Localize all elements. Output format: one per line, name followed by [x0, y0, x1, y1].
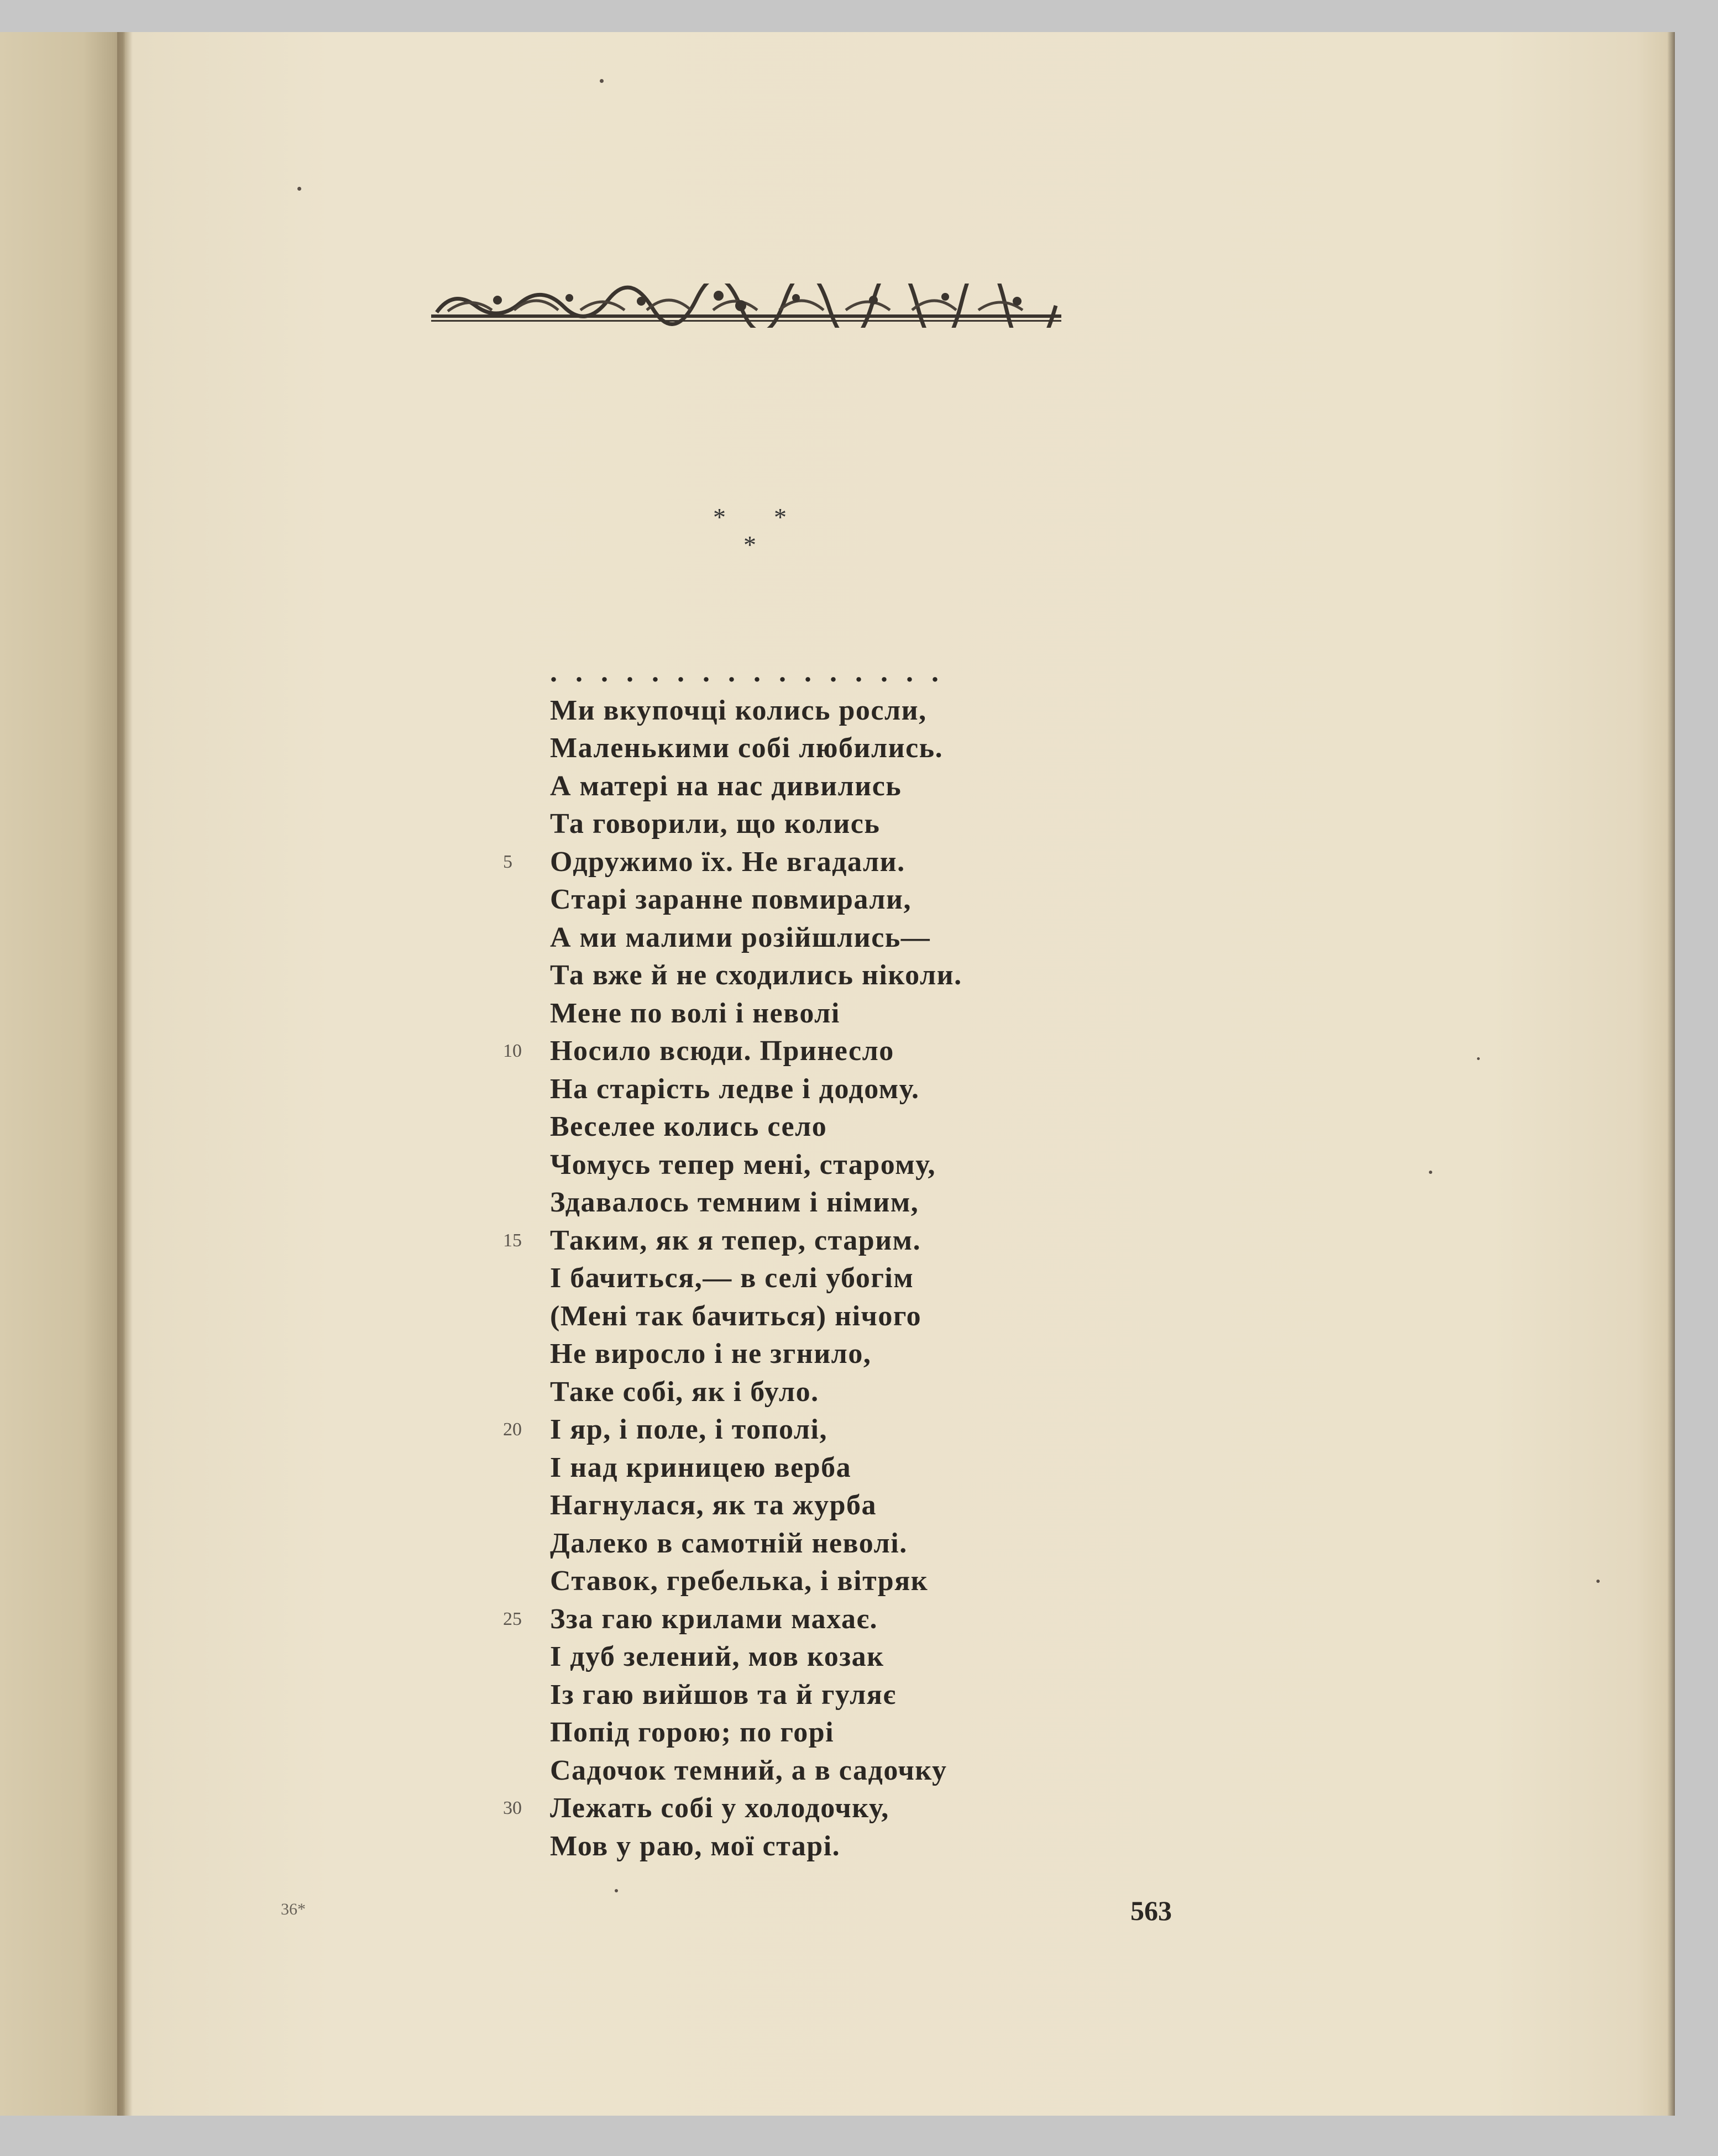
- poem-line-text: Не виросло і не згнило,: [550, 1338, 872, 1370]
- poem-line: [550, 692, 1379, 730]
- poem-line-text: Ставок, гребелька, і вітряк: [550, 1565, 929, 1597]
- paper-speck: [600, 79, 604, 83]
- poem-line-text: Мене по волі і неволі: [550, 997, 840, 1029]
- poem-line-text: Маленькими собі любились.: [550, 732, 944, 764]
- poem-line-text: А ми малими розійшлись—: [550, 921, 931, 953]
- poem-line-text: І яр, і поле, і тополі,: [550, 1414, 827, 1445]
- line-number: 15: [503, 1230, 522, 1251]
- printer-signature: 36*: [281, 1900, 306, 1918]
- line-number: 5: [503, 851, 512, 872]
- poem-line: [550, 730, 1379, 768]
- poem-line-text: (Мені так бачиться) нічого: [550, 1300, 922, 1332]
- poem-line: [550, 1676, 1379, 1714]
- poem-line: [550, 919, 1379, 957]
- poem-line-text: Ми вкупочці колись росли,: [550, 694, 927, 726]
- poem-line-text: Із гаю вийшов та й гуляє: [550, 1678, 897, 1711]
- poem-line-text: На старість ледве і додому.: [550, 1073, 920, 1105]
- poem-line-text: Нагнулася, як та журба: [550, 1489, 877, 1521]
- ellipsis-row: . . . . . . . . . . . . . . . .: [550, 657, 944, 688]
- line-number: 25: [503, 1608, 522, 1629]
- poem-line: [550, 995, 1379, 1033]
- poem-line-text: Носило всюди. Принесло: [550, 1035, 894, 1067]
- poem-line-text: І бачиться,— в селі убогім: [550, 1262, 914, 1294]
- poem-line: [503, 1222, 1379, 1260]
- poem-line: [550, 1335, 1379, 1373]
- poem-line: [550, 1146, 1379, 1184]
- paper-speck: [297, 187, 301, 191]
- poem-line-text: Здавалось темним і німим,: [550, 1187, 919, 1218]
- poem-line: [550, 957, 1379, 995]
- poem-line-text: Лежать собі у холодочку,: [550, 1792, 889, 1824]
- poem-line: [550, 1108, 1379, 1146]
- poem-line: [550, 1638, 1379, 1676]
- poem-line-text: І над криницею верба: [550, 1451, 852, 1483]
- poem-line: [550, 1373, 1379, 1412]
- poem-line: [550, 881, 1379, 919]
- poem-line-text: Далеко в самотній неволі.: [550, 1527, 908, 1559]
- poem-line: [550, 1071, 1379, 1109]
- poem-line-text: А матері на нас дивились: [550, 770, 902, 802]
- book-page: [0, 32, 1675, 2116]
- poem-line: [550, 1260, 1379, 1298]
- poem-line: [550, 1562, 1379, 1601]
- ornament-icon: [431, 284, 1061, 328]
- paper-speck: [615, 1889, 618, 1892]
- poem-line-text: Зза гаю крилами махає.: [550, 1603, 878, 1635]
- asterisk-icon: *: [713, 503, 726, 531]
- paper-speck: [1429, 1171, 1432, 1174]
- asterisk-icon: *: [774, 503, 787, 531]
- poem-line-text: Веселее колись село: [550, 1111, 827, 1142]
- poem-line: [550, 1525, 1379, 1563]
- poem-line: [503, 1411, 1379, 1449]
- poem-line: [550, 1828, 1379, 1866]
- asterisk-icon: *: [743, 531, 756, 559]
- paper-speck: [1477, 1057, 1480, 1060]
- poem-line: [503, 1032, 1379, 1071]
- asterism-separator: [702, 505, 802, 565]
- poem-line-text: Садочок темний, а в садочку: [550, 1754, 947, 1786]
- poem-line: [550, 1184, 1379, 1222]
- poem-text: [503, 654, 1379, 1865]
- poem-line-text: Чомусь тепер мені, старому,: [550, 1148, 936, 1181]
- poem-line-text: Та вже й не сходились ніколи.: [550, 959, 962, 991]
- poem-line: [550, 1449, 1379, 1487]
- poem-line: [503, 843, 1379, 882]
- poem-line-text: Попід горою; по горі: [550, 1717, 835, 1748]
- poem-line: [550, 1298, 1379, 1336]
- poem-line: [550, 768, 1379, 806]
- page-edge-shadow: [1667, 32, 1675, 2116]
- line-number: 20: [503, 1419, 522, 1440]
- book-gutter: [117, 32, 125, 2116]
- poem-line: [550, 1714, 1379, 1752]
- poem-line-text: Старі заранне повмирали,: [550, 884, 912, 915]
- poem-line-text: І дуб зелений, мов козак: [550, 1641, 884, 1672]
- poem-line-text: Одружимо їх. Не вгадали.: [550, 846, 905, 878]
- poem-line: [503, 1601, 1379, 1639]
- line-number: 30: [503, 1798, 522, 1818]
- paper-speck: [1596, 1580, 1600, 1583]
- poem-line-text: Та говорили, що колись: [550, 808, 881, 840]
- line-number: 10: [503, 1041, 522, 1061]
- page-number: 563: [1130, 1895, 1172, 1926]
- poem-line-text: Таке собі, як і було.: [550, 1376, 819, 1408]
- poem-line: [550, 1752, 1379, 1790]
- poem-line: [550, 1487, 1379, 1525]
- poem-line: [550, 805, 1379, 843]
- poem-line-text: Таким, як я тепер, старим.: [550, 1224, 921, 1256]
- poem-line-text: Мов у раю, мої старі.: [550, 1830, 841, 1862]
- poem-line: [503, 1790, 1379, 1828]
